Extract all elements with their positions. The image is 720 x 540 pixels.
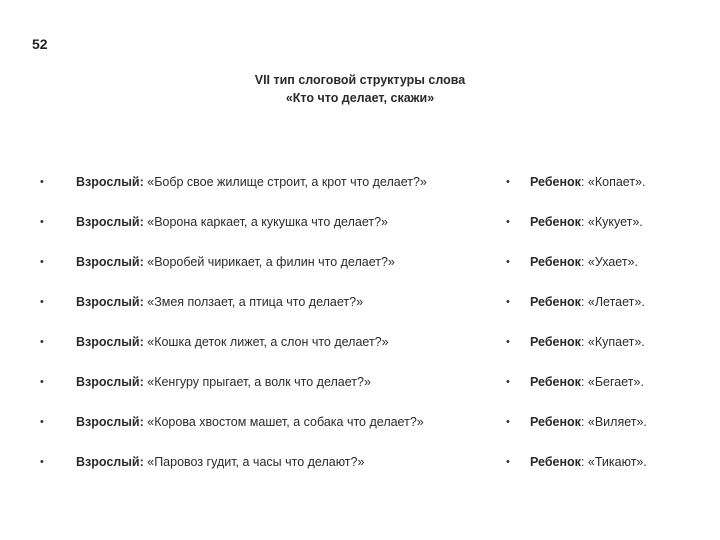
adult-line bbox=[76, 412, 424, 432]
adult-question: «Воробей чирикает, а филин что делает?» bbox=[143, 255, 395, 269]
adult-line bbox=[76, 372, 371, 392]
adult-line bbox=[76, 332, 389, 352]
child-answer: : «Ухает». bbox=[580, 255, 638, 269]
child-speaker-label: Ребенок bbox=[530, 455, 581, 469]
adult-question: «Бобр свое жилище строит, а крот что делает?» bbox=[143, 175, 427, 189]
bullet-icon: • bbox=[506, 216, 510, 228]
dialog-row bbox=[0, 332, 720, 352]
adult-question: «Паровоз гудит, а часы что делают?» bbox=[143, 455, 365, 469]
bullet-icon: • bbox=[40, 376, 44, 388]
title-line-1: VII тип слоговой структуры слова bbox=[254, 73, 466, 87]
child-line bbox=[530, 412, 647, 432]
dialog-row bbox=[0, 412, 720, 432]
child-line bbox=[530, 332, 645, 352]
dialog-row bbox=[0, 212, 720, 232]
adult-question: «Кошка деток лижет, а слон что делает?» bbox=[143, 335, 389, 349]
adult-speaker-label: Взрослый: bbox=[76, 415, 144, 429]
dialog-row bbox=[0, 372, 720, 392]
child-speaker-label: Ребенок bbox=[530, 295, 581, 309]
bullet-icon: • bbox=[506, 456, 510, 468]
bullet-icon: • bbox=[506, 376, 510, 388]
bullet-icon: • bbox=[40, 216, 44, 228]
child-speaker-label: Ребенок bbox=[530, 335, 581, 349]
adult-question: «Корова хвостом машет, а собака что делает?» bbox=[143, 415, 424, 429]
adult-question: «Кенгуру прыгает, а волк что делает?» bbox=[143, 375, 371, 389]
child-answer: : «Купает». bbox=[580, 335, 645, 349]
bullet-icon: • bbox=[506, 296, 510, 308]
adult-line bbox=[76, 252, 395, 272]
slide-title bbox=[0, 71, 720, 107]
child-line bbox=[530, 292, 645, 312]
adult-speaker-label: Взрослый: bbox=[76, 335, 144, 349]
bullet-icon: • bbox=[40, 456, 44, 468]
bullet-icon: • bbox=[506, 336, 510, 348]
adult-speaker-label: Взрослый: bbox=[76, 375, 144, 389]
adult-question: «Ворона каркает, а кукушка что делает?» bbox=[143, 215, 388, 229]
bullet-icon: • bbox=[40, 176, 44, 188]
dialog-row bbox=[0, 292, 720, 312]
child-line bbox=[530, 172, 645, 192]
page-number: 52 bbox=[32, 36, 48, 52]
child-line bbox=[530, 452, 647, 472]
bullet-icon: • bbox=[40, 256, 44, 268]
adult-speaker-label: Взрослый: bbox=[76, 455, 144, 469]
bullet-icon: • bbox=[506, 256, 510, 268]
dialog-row bbox=[0, 452, 720, 472]
child-line bbox=[530, 212, 643, 232]
child-answer: : «Тикают». bbox=[580, 455, 647, 469]
adult-speaker-label: Взрослый: bbox=[76, 175, 144, 189]
adult-line bbox=[76, 172, 427, 192]
bullet-icon: • bbox=[40, 416, 44, 428]
child-answer: : «Кукует». bbox=[580, 215, 643, 229]
bullet-icon: • bbox=[40, 296, 44, 308]
child-line bbox=[530, 252, 638, 272]
child-speaker-label: Ребенок bbox=[530, 255, 581, 269]
child-speaker-label: Ребенок bbox=[530, 175, 581, 189]
child-answer: : «Летает». bbox=[580, 295, 645, 309]
adult-line bbox=[76, 212, 388, 232]
dialog-row bbox=[0, 172, 720, 192]
child-speaker-label: Ребенок bbox=[530, 215, 581, 229]
bullet-icon: • bbox=[506, 416, 510, 428]
adult-speaker-label: Взрослый: bbox=[76, 215, 144, 229]
bullet-icon: • bbox=[40, 336, 44, 348]
adult-line bbox=[76, 452, 364, 472]
child-answer: : «Копает». bbox=[580, 175, 646, 189]
adult-question: «Змея ползает, а птица что делает?» bbox=[143, 295, 364, 309]
title-line-2: «Кто что делает, скажи» bbox=[285, 91, 435, 105]
adult-speaker-label: Взрослый: bbox=[76, 295, 144, 309]
child-line bbox=[530, 372, 644, 392]
child-speaker-label: Ребенок bbox=[530, 415, 581, 429]
child-answer: : «Бегает». bbox=[580, 375, 644, 389]
child-answer: : «Виляет». bbox=[580, 415, 647, 429]
adult-line bbox=[76, 292, 363, 312]
bullet-icon: • bbox=[506, 176, 510, 188]
child-speaker-label: Ребенок bbox=[530, 375, 581, 389]
dialog-row bbox=[0, 252, 720, 272]
adult-speaker-label: Взрослый: bbox=[76, 255, 144, 269]
